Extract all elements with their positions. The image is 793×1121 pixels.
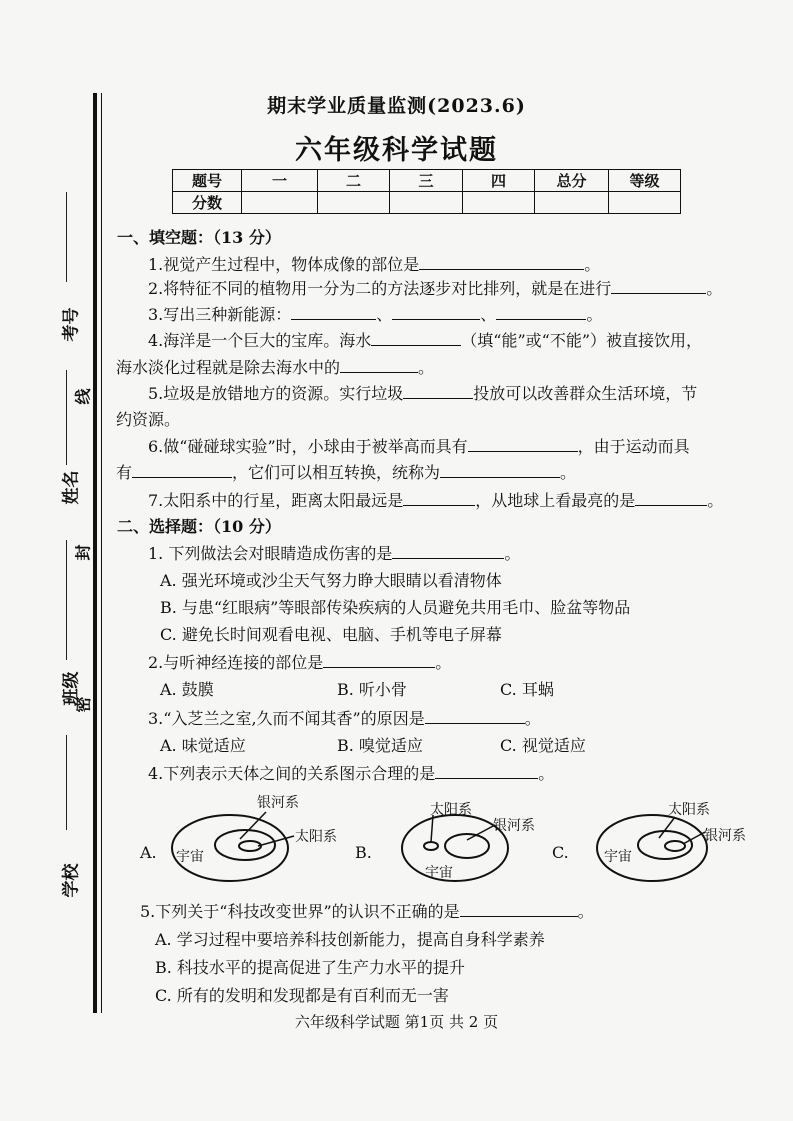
q-text: 2.将特征不同的植物用一分为二的方法逐步对比排列，就是在进行 [148, 279, 612, 298]
score-input-cell[interactable] [609, 192, 681, 214]
score-input-cell[interactable] [318, 192, 390, 214]
section1-title: 一、填空题：（13 分） [117, 228, 281, 247]
score-cell: 二 [318, 170, 390, 192]
answer-blank[interactable] [323, 652, 435, 668]
fig-c-outer-label: 宇宙 [604, 849, 632, 865]
q-text: 。 [435, 653, 452, 672]
fig-b-letter[interactable]: B. [355, 843, 372, 862]
answer-blank[interactable] [419, 254, 584, 270]
score-input-cell[interactable] [535, 192, 609, 214]
q-text: 5.下列关于“科技改变世界”的认识不正确的是 [140, 902, 460, 921]
exam-title: 六年级科学试题 [295, 135, 498, 166]
q-text: ，由于运动而具 [577, 437, 690, 456]
s2-q5-option-a[interactable]: A. 学习过程中要培养科技创新能力，提高自身科学素养 [155, 930, 545, 949]
s1-q4-line2 [116, 355, 434, 378]
s2-q1-option-b[interactable]: B. 与患“红眼病”等眼部传染疾病的人员避免共用毛巾、脸盆等物品 [160, 598, 631, 617]
s2-q3-stem [148, 706, 541, 729]
s2-q3-option-a[interactable]: A. 味觉适应 [160, 736, 246, 755]
s1-q7 [148, 488, 723, 511]
s2-q5-stem [140, 899, 594, 922]
s2-q2-option-b[interactable]: B. 听小骨 [337, 680, 407, 699]
answer-blank[interactable] [403, 490, 475, 506]
score-cell: 三 [390, 170, 463, 192]
s2-q3-option-b[interactable]: B. 嗅觉适应 [337, 736, 423, 755]
q-text: 7.太阳系中的行星，距离太阳最远是 [148, 491, 404, 510]
s2-q3-option-c[interactable]: C. 视觉适应 [500, 736, 586, 755]
s2-q5-option-b[interactable]: B. 科技水平的提高促进了生产力水平的提升 [155, 958, 465, 977]
s2-q2-stem [148, 650, 451, 673]
fig-a-inner-ellipse [239, 841, 261, 851]
xuexiao-blank [66, 735, 67, 830]
answer-blank[interactable] [371, 330, 461, 346]
q-text: ，它们可以相互转换，统称为 [232, 463, 441, 482]
banji-label: 班级 [61, 671, 82, 706]
q-text: 。 [586, 305, 603, 324]
score-cell: 一 [242, 170, 318, 192]
s2-q2-option-c[interactable]: C. 耳蜗 [500, 680, 554, 699]
q-text: 海水淡化过程就是除去海水中的 [116, 358, 341, 377]
q-text: 、 [480, 305, 497, 324]
score-cell: 分数 [173, 192, 242, 214]
answer-blank[interactable] [392, 304, 480, 320]
q-text: 有 [116, 463, 133, 482]
s1-q1 [148, 252, 600, 275]
fig-c-pointer [683, 832, 705, 844]
s1-q4-line1 [148, 328, 702, 351]
q-text: 。 [524, 709, 541, 728]
fig-c-inner-ellipse [665, 841, 685, 851]
fig-c-mid-label: 银河系 [704, 828, 746, 844]
q-text: 。 [504, 544, 521, 563]
s1-q5-line2: 约资源。 [116, 410, 181, 429]
s2-q1-option-a[interactable]: A. 强光环境或沙尘天气努力睁大眼睛以看清物体 [160, 571, 502, 590]
q-text: 。 [584, 255, 601, 274]
q-text: （填“能”或“不能”）被直接饮用， [461, 331, 703, 350]
xuexiao-label: 学校 [61, 863, 82, 898]
exam-subtitle: 期末学业质量监测(2023.6) [267, 95, 526, 117]
xingming-label: 姓名 [61, 470, 82, 505]
q-text: 1. 下列做法会对眼睛造成伤害的是 [148, 544, 393, 563]
fig-a-letter[interactable]: A. [140, 843, 157, 862]
score-cell: 题号 [173, 170, 242, 192]
fig-b-inner-ellipse [424, 842, 438, 850]
answer-blank[interactable] [291, 304, 376, 320]
fig-a-outer-label: 宇宙 [176, 849, 204, 865]
kaohao-label: 考号 [61, 307, 82, 342]
score-table-header-row [173, 170, 681, 192]
fig-c-letter[interactable]: C. [552, 843, 569, 862]
fig-b-mid-label: 银河系 [493, 818, 535, 834]
q-text: 4.海洋是一个巨大的宝库。海水 [148, 331, 372, 350]
fig-b-diagram [395, 790, 575, 890]
q-text: 6.做“碰碰球实验”时，小球由于被举高而具有 [148, 437, 468, 456]
answer-blank[interactable] [611, 278, 706, 294]
q-text: 投放可以改善群众生活环境，节 [473, 384, 698, 403]
answer-blank[interactable] [440, 462, 560, 478]
seal-xian: 线 [73, 388, 93, 405]
q-text: 。 [577, 902, 594, 921]
answer-blank[interactable] [635, 490, 707, 506]
q-text: 5.垃圾是放错地方的资源。实行垃圾 [148, 384, 404, 403]
s1-q6-line2 [116, 460, 576, 483]
q-text: 。 [560, 463, 577, 482]
answer-blank[interactable] [392, 543, 504, 559]
xingming-blank [66, 370, 67, 465]
score-cell: 四 [463, 170, 535, 192]
s2-q1-option-c[interactable]: C. 避免长时间观看电视、电脑、手机等电子屏幕 [160, 625, 502, 644]
s2-q2-option-a[interactable]: A. 鼓膜 [160, 680, 214, 699]
score-cell: 等级 [609, 170, 681, 192]
binding-line-thick [93, 93, 97, 1013]
score-cell: 总分 [535, 170, 609, 192]
answer-blank[interactable] [460, 901, 578, 917]
seal-mi: 密 [73, 696, 93, 713]
s2-q5-option-c[interactable]: C. 所有的发明和发现都是有百利而无一害 [155, 986, 449, 1005]
q-text: 3.写出三种新能源： [148, 305, 292, 324]
s1-q2 [148, 276, 722, 299]
answer-blank[interactable] [340, 357, 418, 373]
binding-line-thin [101, 93, 102, 1013]
answer-blank[interactable] [403, 383, 473, 399]
q-text: 1.视觉产生过程中，物体成像的部位是 [148, 255, 420, 274]
score-input-cell[interactable] [242, 192, 318, 214]
q-text: 4.下列表示天体之间的关系图示合理的是 [148, 764, 436, 783]
fig-b-mid-ellipse [445, 834, 489, 858]
s2-q1-stem [148, 541, 520, 564]
fig-a-mid-label: 银河系 [257, 795, 299, 811]
answer-blank[interactable] [425, 708, 525, 724]
answer-blank[interactable] [496, 304, 586, 320]
q-text: 。 [707, 491, 724, 510]
answer-blank[interactable] [435, 763, 538, 779]
q-text: 。 [706, 279, 723, 298]
q-text: 3.“入芝兰之室,久而不闻其香”的原因是 [148, 709, 425, 728]
fig-c-inner-label: 太阳系 [668, 802, 710, 818]
s1-q5-line1 [148, 381, 697, 404]
score-table-score-row [173, 192, 681, 214]
section2-title: 二、选择题：（10 分） [117, 517, 281, 536]
q-text: 。 [418, 358, 435, 377]
s2-q4-stem [148, 761, 554, 784]
q-text: ，从地球上看最亮的是 [475, 491, 636, 510]
fig-c-pointer [659, 817, 675, 838]
fig-a-inner-label: 太阳系 [295, 829, 337, 845]
score-table [172, 169, 681, 214]
kaohao-blank [66, 192, 67, 282]
score-input-cell[interactable] [390, 192, 463, 214]
seal-feng: 封 [73, 544, 93, 561]
s1-q6-line1 [148, 434, 690, 457]
fig-b-outer-label: 宇宙 [425, 865, 453, 881]
q-text: 、 [376, 305, 393, 324]
fig-b-inner-label: 太阳系 [430, 802, 472, 818]
q-text: 。 [538, 764, 555, 783]
s1-q3 [148, 302, 602, 325]
score-input-cell[interactable] [463, 192, 535, 214]
answer-blank[interactable] [132, 462, 232, 478]
answer-blank[interactable] [468, 436, 578, 452]
banji-blank [66, 540, 67, 660]
q-text: 2.与听神经连接的部位是 [148, 653, 324, 672]
page-footer: 六年级科学试题 第1页 共 2 页 [294, 1013, 499, 1031]
